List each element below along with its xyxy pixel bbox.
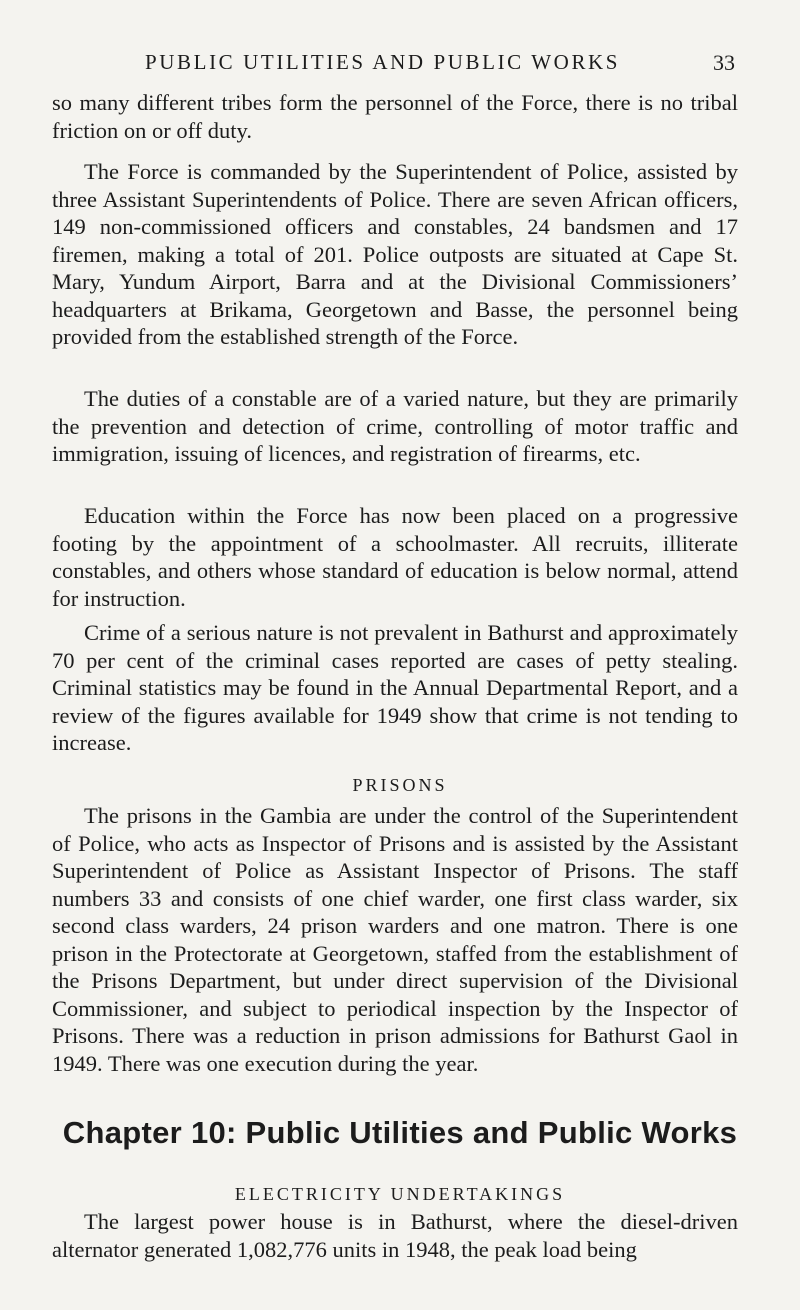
paragraph-text: The prisons in the Gambia are under the control of the Superintendent of Police, who acts as Inspector of Prisons and is assisted by the Assistant Superintendent of Police as Assistant Inspector of Prisons. The staff numbers 33 and consists of one chief warder, one first class warder, six second class warders, 24 prison warders and one matron. There is one prison in the Protectorate at Georgetown, staffed from the establishment of the Prisons Department, but under direct supervision of the Divisional Commissioner, and subject to periodical inspection by the Inspector of Prisons. There was a reduction in prison admissions for Bathurst Gaol in 1949. There was one execution during the year. [52, 803, 738, 1076]
paragraph-education [52, 502, 738, 612]
chapter-title: Chapter 10: Public Utilities and Public Works [62, 1115, 738, 1150]
paragraph-power-house [52, 1208, 738, 1263]
paragraph-text: Crime of a serious nature is not prevalent in Bathurst and approximately 70 per cent of the criminal cases reported are cases of petty stealing. Criminal statistics may be found in the Annual Departmental Report, and a review of the figures available for 1949 show that crime is not tending to increase. [52, 620, 738, 755]
paragraph-constable-duties [52, 385, 738, 468]
paragraph-text: Education within the Force has now been placed on a progressive footing by the appointment of a schoolmaster. All recruits, illiterate constables, and others whose standard of education is below normal, attend for instruction. [52, 503, 738, 611]
page-number: 33 [713, 50, 735, 75]
paragraph-crime [52, 619, 738, 757]
paragraph-force-command [52, 158, 738, 351]
section-heading-prisons: PRISONS [352, 775, 448, 795]
paragraph-text: The Force is commanded by the Superintendent of Police, assisted by three Assistant Superintendents of Police. There are seven African officers, 149 non-commissioned officers and constables, 24 bandsmen and 17 firemen, making a total of 201. Police outposts are situated at Cape St. Mary, Yundum Airport, Barra and at the Divisional Commissioners’ headquarters at Brikama, Georgetown and Basse, the personnel being provided from the established strength of the Force. [52, 159, 738, 349]
paragraph-text: The duties of a constable are of a varied nature, but they are primarily the prevention and detection of crime, controlling of motor traffic and immigration, issuing of licences, and registration of firearms, etc. [52, 386, 738, 466]
paragraph-force-tribes [52, 89, 738, 144]
running-header: PUBLIC UTILITIES AND PUBLIC WORKS [145, 50, 621, 74]
paragraph-text: so many different tribes form the personnel of the Force, there is no tribal friction on or off duty. [52, 90, 738, 143]
paragraph-prisons [52, 802, 738, 1077]
section-heading-electricity: ELECTRICITY UNDERTAKINGS [234, 1184, 566, 1204]
paragraph-text: The largest power house is in Bathurst, where the diesel-driven alternator generated 1,082,776 units in 1948, the peak load being [52, 1209, 738, 1262]
